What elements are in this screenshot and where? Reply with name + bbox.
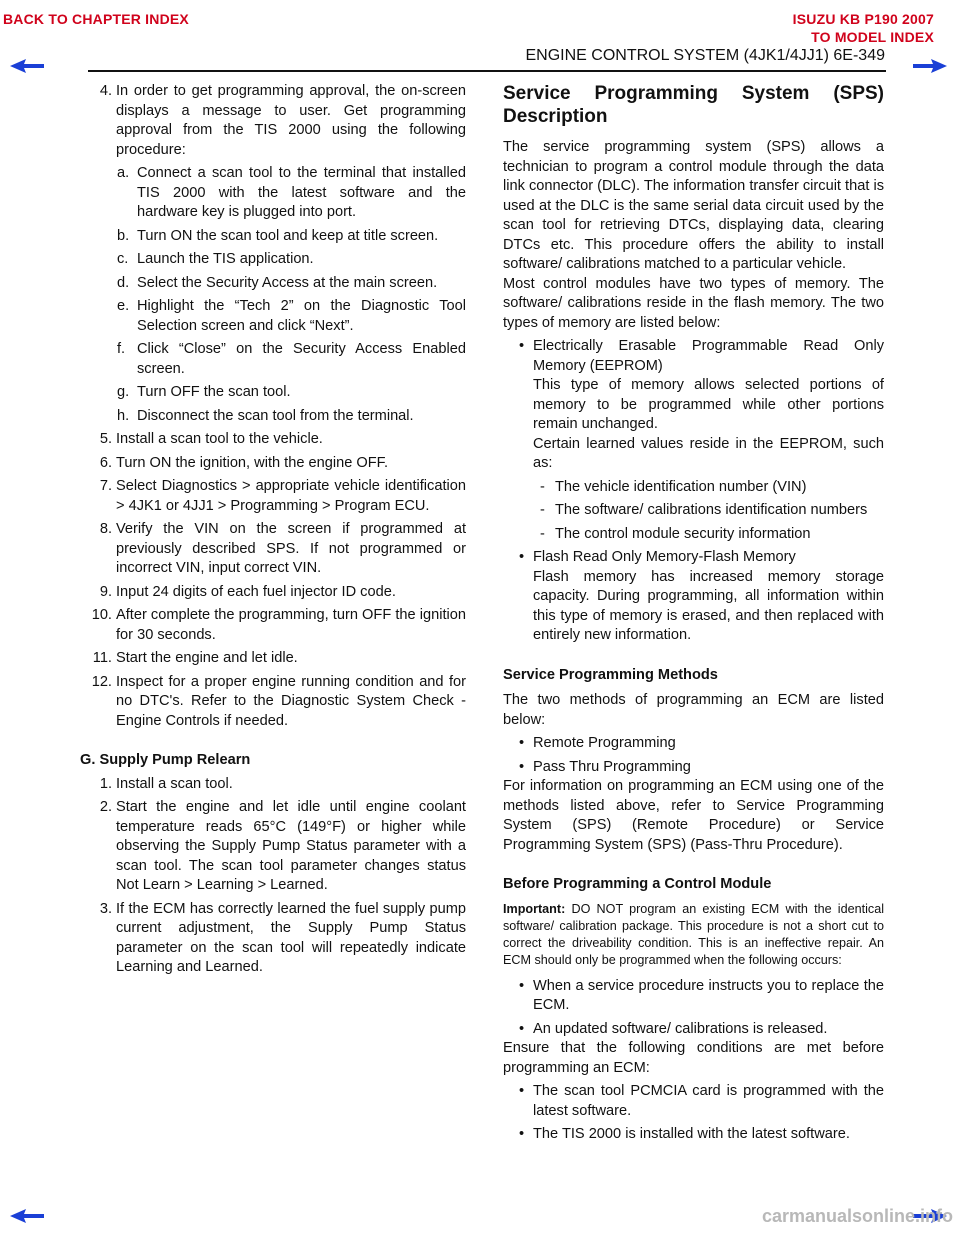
step-number: 10. xyxy=(91,607,112,623)
occurrence-item xyxy=(503,977,884,1016)
substep-text: Select the Security Access at the main screen. xyxy=(137,274,438,291)
relearn-step-2 xyxy=(80,798,466,896)
substep-b xyxy=(80,227,466,247)
step-7 xyxy=(80,477,466,516)
bullet-glyph: • xyxy=(519,1020,525,1037)
eeprom-item xyxy=(533,525,884,545)
step-list xyxy=(80,430,466,731)
eeprom-desc: This type of memory allows selected portions of memory to be programmed while other portions remain unchanged. xyxy=(533,377,884,432)
step-8 xyxy=(80,520,466,579)
condition-item xyxy=(503,1082,884,1121)
watermark-text: carmanualsonline.info xyxy=(762,1206,954,1226)
next-page-arrow-icon[interactable] xyxy=(913,59,947,73)
sps-description-heading: Service Programming System (SPS) Description xyxy=(503,83,884,127)
right-column xyxy=(503,82,884,1145)
step-4 xyxy=(80,82,466,160)
step-text: Input 24 digits of each fuel injector ID code. xyxy=(116,583,396,600)
bullet-glyph: • xyxy=(519,1126,525,1142)
substep-text: Disconnect the scan tool from the terminal. xyxy=(137,407,414,424)
ensure-conditions-list xyxy=(503,1082,884,1145)
step-text: Start the engine and let idle until engine coolant temperature reads 65°C (149°F) or higher while observing the Supply Pump Status parameter with a scan tool. The scan tool parameter changes status Not Learn > Learning > Learned. xyxy=(116,799,466,893)
memory-intro-paragraph: Most control modules have two types of memory. The software/ calibrations reside in the flash memory. The two types of memory are listed below: xyxy=(503,275,884,331)
left-column xyxy=(80,82,466,982)
page-header-title: ENGINE CONTROL SYSTEM (4JK1/4JJ1) 6E-349 xyxy=(525,47,885,64)
substep-c xyxy=(80,250,466,270)
step-number: 1. xyxy=(99,775,112,792)
step-number: 11. xyxy=(92,650,112,666)
important-note xyxy=(503,901,884,969)
flash-desc: Flash memory has increased memory storage capacity. During programming, all information within this type of memory is erased, and then replaced with entirely new information. xyxy=(533,568,884,643)
bullet-glyph: • xyxy=(519,735,525,751)
step-text: Select Diagnostics > appropriate vehicle identification > 4JK1 or 4JJ1 > Programming > Program ECU. xyxy=(116,478,466,514)
step-text: After complete the programming, turn OFF the ignition for 30 seconds. xyxy=(116,607,466,643)
bullet-glyph: • xyxy=(519,977,525,994)
before-conditions-list xyxy=(503,977,884,1040)
substep-e xyxy=(80,297,466,336)
substep-letter: b. xyxy=(117,227,130,244)
flash-bullet xyxy=(503,548,884,646)
important-label: Important: xyxy=(503,901,566,916)
occurrence-item xyxy=(503,1020,884,1040)
substep-g xyxy=(80,383,466,403)
eeprom-item-text: The vehicle identification number (VIN) xyxy=(555,478,807,495)
step-text: Turn ON the ignition, with the engine OFF. xyxy=(116,454,389,471)
condition-text: The TIS 2000 is installed with the latest software. xyxy=(533,1126,850,1142)
step-6 xyxy=(80,454,466,474)
substep-letter: e. xyxy=(117,298,130,314)
back-to-model-index-link[interactable]: TO MODEL INDEX xyxy=(811,29,934,45)
substep-list xyxy=(80,164,466,426)
condition-item xyxy=(503,1125,884,1145)
relearn-step-1 xyxy=(80,775,466,795)
substep-text: Connect a scan tool to the terminal that installed TIS 2000 with the latest software and the hardware key is plugged into port. xyxy=(137,165,466,220)
previous-page-arrow-icon[interactable] xyxy=(10,59,44,73)
occurrence-text: When a service procedure instructs you to replace the ECM. xyxy=(533,977,884,1013)
step-number: 5. xyxy=(99,431,112,447)
method-item xyxy=(503,758,884,778)
eeprom-item xyxy=(533,478,884,498)
flash-title: Flash Read Only Memory-Flash Memory xyxy=(533,549,796,565)
step-11 xyxy=(80,649,466,669)
substep-a xyxy=(80,164,466,223)
step-text: If the ECM has correctly learned the fuel supply pump current adjustment, the Supply Pump Status parameter on the scan tool will repeatedly indicate Learning and Learned. xyxy=(116,900,466,975)
step-text: Inspect for a proper engine running condition and for no DTC's. Refer to the Diagnostic System Check - Engine Controls if needed. xyxy=(116,673,466,729)
step-text: In order to get programming approval, the on-screen displays a message to user. Get programming approval from the TIS 2000 using the following procedure: xyxy=(116,83,466,158)
step-number: 2. xyxy=(99,799,112,815)
step-number: 9. xyxy=(99,583,112,600)
bottom-previous-page-arrow-icon[interactable] xyxy=(10,1209,44,1223)
substep-d xyxy=(80,274,466,294)
model-title-link[interactable]: ISUZU KB P190 2007 xyxy=(792,11,934,27)
substep-f xyxy=(80,340,466,379)
occurrence-text: An updated software/ calibrations is released. xyxy=(533,1020,828,1037)
methods-heading: Service Programming Methods xyxy=(503,666,718,683)
substep-h xyxy=(80,407,466,427)
step-10 xyxy=(80,606,466,645)
step-number: 3. xyxy=(99,900,112,917)
substep-text: Highlight the “Tech 2” on the Diagnostic Tool Selection screen and click “Next”. xyxy=(137,298,466,334)
eeprom-desc2: Certain learned values reside in the EEPROM, such as: xyxy=(533,435,884,471)
eeprom-items xyxy=(533,478,884,545)
section-g-steps xyxy=(80,775,466,978)
method-text: Remote Programming xyxy=(533,735,676,751)
step-text: Install a scan tool to the vehicle. xyxy=(116,431,323,447)
condition-text: The scan tool PCMCIA card is programmed with the latest software. xyxy=(533,1083,884,1119)
methods-intro: The two methods of programming an ECM are listed below: xyxy=(503,692,884,728)
substep-text: Launch the TIS application. xyxy=(137,251,314,267)
step-text: Verify the VIN on the screen if programmed at previously described SPS. If not programmed or incorrect VIN, input correct VIN. xyxy=(116,521,466,576)
substep-text: Turn ON the scan tool and keep at title screen. xyxy=(137,227,439,244)
method-item xyxy=(503,734,884,754)
step-text: Start the engine and let idle. xyxy=(116,650,298,666)
before-programming-heading: Before Programming a Control Module xyxy=(503,876,772,892)
step-12 xyxy=(80,673,466,732)
back-to-chapter-index-link[interactable]: BACK TO CHAPTER INDEX xyxy=(3,11,189,27)
ensure-paragraph: Ensure that the following conditions are met before programming an ECM: xyxy=(503,1040,884,1076)
substep-text: Turn OFF the scan tool. xyxy=(137,384,291,400)
eeprom-bullet xyxy=(503,337,884,544)
method-text: Pass Thru Programming xyxy=(533,758,691,775)
dash-glyph: - xyxy=(540,502,545,518)
relearn-step-3 xyxy=(80,900,466,978)
bullet-glyph: • xyxy=(519,549,525,565)
section-g-heading: G. Supply Pump Relearn xyxy=(80,752,251,768)
header-rule xyxy=(88,70,886,72)
bullet-glyph: • xyxy=(519,758,525,775)
step-5 xyxy=(80,430,466,450)
bullet-glyph: • xyxy=(519,338,525,354)
eeprom-title: Electrically Erasable Programmable Read Only Memory (EEPROM) xyxy=(533,338,884,374)
step-number: 4. xyxy=(99,83,112,99)
bullet-glyph: • xyxy=(519,1083,525,1099)
eeprom-item-text: The software/ calibrations identification numbers xyxy=(555,502,868,518)
substep-text: Click “Close” on the Security Access Enabled screen. xyxy=(137,341,466,377)
methods-list xyxy=(503,734,884,777)
substep-letter: a. xyxy=(117,165,130,181)
step-text: Install a scan tool. xyxy=(116,775,233,792)
important-text: DO NOT program an existing ECM with the identical software/ calibration package. This procedure is not a short cut to correct the driveability condition. This is an ineffective repair. An ECM should only be programmed when the following occurs: xyxy=(503,901,885,967)
substep-letter: g. xyxy=(117,384,130,400)
substep-letter: d. xyxy=(117,274,130,291)
step-number: 6. xyxy=(99,454,112,471)
sps-intro-paragraph: The service programming system (SPS) allows a technician to program a control module through the data link connector (DLC). The information transfer circuit that is used at the DLC is the same serial data circuit used by the scan tool for retrieving DTCs, displaying data, clearing DTCs etc. This procedure offers the ability to install software/ calibrations matched to a particular vehicle. xyxy=(503,139,884,272)
dash-glyph: - xyxy=(540,478,545,495)
step-number: 7. xyxy=(99,478,112,494)
eeprom-item-text: The control module security information xyxy=(555,525,811,542)
substep-letter: f. xyxy=(117,341,126,357)
step-9 xyxy=(80,583,466,603)
substep-letter: c. xyxy=(117,251,129,267)
step-number: 8. xyxy=(99,521,112,537)
substep-letter: h. xyxy=(117,407,130,424)
dash-glyph: - xyxy=(540,525,545,542)
methods-outro: For information on programming an ECM using one of the methods listed above, refer to Service Programming System (SPS) (Remote Procedure) or Service Programming System (SPS) (Pass-Thru Procedure). xyxy=(503,778,884,853)
eeprom-item xyxy=(533,501,884,521)
step-number: 12. xyxy=(91,673,112,690)
